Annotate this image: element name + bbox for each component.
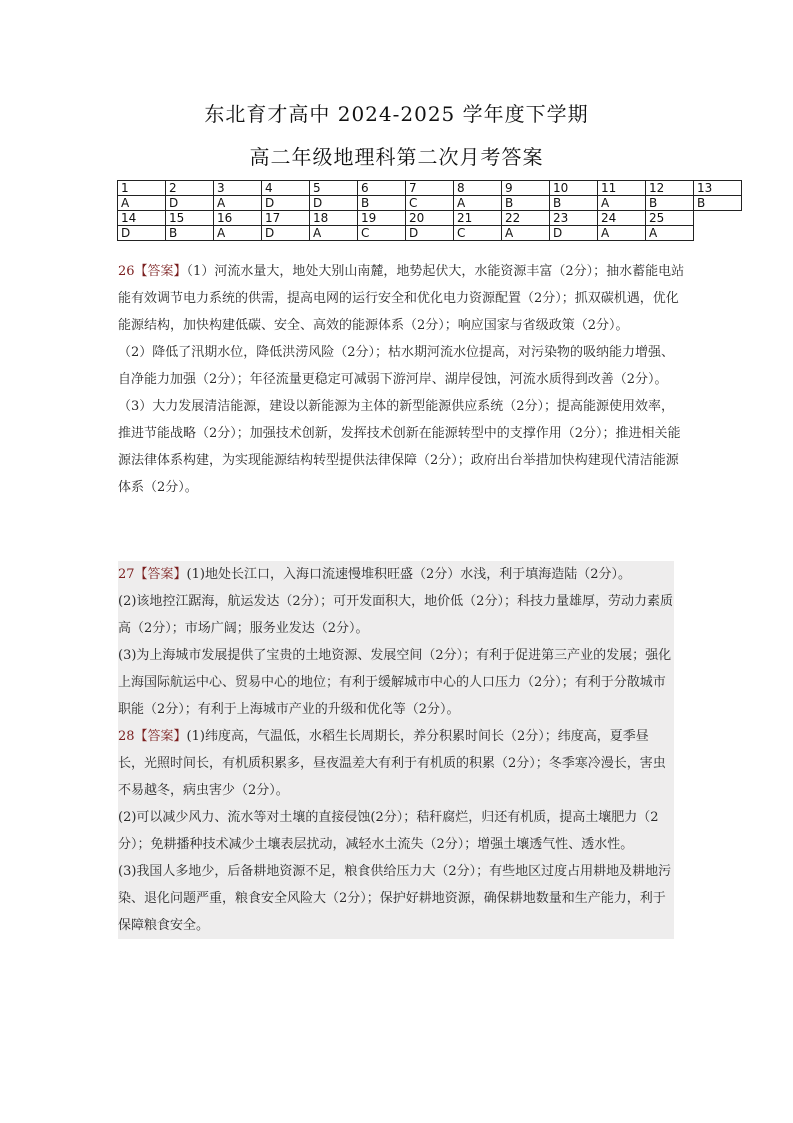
answer-26-part-1-text: （1）河流水量大，地处大别山南麓，地势起伏大，水能资源丰富（2分）；抽水蓄能电站能有效调节电力系统的供需，提高电网的运行安全和优化电力资源配置（2分）；抓双碳机遇，优化能源结构，加快构建低碳、安全、高效的能源体系（2分）；响应国家与省级政策（2分）。 xyxy=(118,264,685,333)
table-cell: A xyxy=(646,226,694,241)
table-cell: 7 xyxy=(406,181,454,196)
answer-27-part-2: (2)该地控江踞海，航运发达（2分）；可开发面积大，地价低（2分）；科技力量雄厚，劳动力素质高（2分）；市场广阔；服务业发达（2分）。 xyxy=(118,594,673,636)
answer-28-heading: 28【答案】 xyxy=(118,729,187,744)
title-line-2: 高二年级地理科第二次月考答案 xyxy=(249,145,544,169)
table-cell: A xyxy=(454,196,502,211)
table-cell: D xyxy=(166,196,214,211)
table-cell-empty xyxy=(694,211,742,226)
answer-26-part-2: （2）降低了汛期水位，降低洪涝风险（2分）；枯水期河流水位提高，对污染物的吸纳能力增强、自净能力加强（2分）；年径流量更稳定可减弱下游河岸、湖岸侵蚀，河流水质得到改善（2分）。 xyxy=(118,345,675,387)
table-cell: C xyxy=(358,226,406,241)
table-cell: 11 xyxy=(598,181,646,196)
table-cell: B xyxy=(694,196,742,211)
table-cell: B xyxy=(358,196,406,211)
table-cell: A xyxy=(214,226,262,241)
table-cell: 1 xyxy=(118,181,166,196)
table-cell: 2 xyxy=(166,181,214,196)
table-cell: 4 xyxy=(262,181,310,196)
table-cell: 12 xyxy=(646,181,694,196)
answer-27-part-1 xyxy=(118,561,674,588)
table-cell: 13 xyxy=(694,181,742,196)
answer-27-part-1-text: (1)地处长江口，入海口流速慢堆积旺盛（2分）水浅，利于填海造陆（2分）。 xyxy=(186,567,632,582)
table-cell: 18 xyxy=(310,211,358,226)
answer-28-part-2: (2)可以减少风力、流水等对土壤的直接侵蚀(2分）；秸秆腐烂，归还有机质，提高土壤肥力（2分）；免耕播种技术减少土壤表层扰动，减轻水土流失（2分）；增强土壤透气性、透水性。 xyxy=(118,810,659,852)
table-cell: 24 xyxy=(598,211,646,226)
table-cell: 3 xyxy=(214,181,262,196)
table-cell: C xyxy=(454,226,502,241)
table-cell: 22 xyxy=(502,211,550,226)
table-cell: 19 xyxy=(358,211,406,226)
table-cell: 16 xyxy=(214,211,262,226)
answer-27-28-block xyxy=(118,561,674,939)
table-cell: 25 xyxy=(646,211,694,226)
title-line-1: 东北育才高中 2024-2025 学年度下学期 xyxy=(204,102,589,126)
table-cell: A xyxy=(598,196,646,211)
answer-table xyxy=(117,180,742,241)
table-cell: B xyxy=(646,196,694,211)
table-cell: D xyxy=(262,196,310,211)
table-cell: B xyxy=(166,226,214,241)
table-row-answers-1 xyxy=(118,196,742,211)
table-cell: D xyxy=(262,226,310,241)
table-cell: 6 xyxy=(358,181,406,196)
table-cell: B xyxy=(550,196,598,211)
table-cell: A xyxy=(502,226,550,241)
table-cell: D xyxy=(118,226,166,241)
answer-26-part-1 xyxy=(118,258,686,339)
answer-26-part-3: （3）大力发展清洁能源，建设以新能源为主体的新型能源供应系统（2分）；提高能源使用效率，推进节能战略（2分）；加强技术创新，发挥技术创新在能源转型中的支撑作用（2分）；推进相关能源法律体系构建，为实现能源结构转型提供法律保障（2分）；政府出台举措加快构建现代清洁能源体系（2分）。 xyxy=(118,399,681,495)
table-cell: 21 xyxy=(454,211,502,226)
table-cell: D xyxy=(310,196,358,211)
table-cell: 9 xyxy=(502,181,550,196)
answer-28-part-1-text: (1)纬度高，气温低，水稻生长周期长，养分积累时间长（2分）；纬度高，夏季昼长，光照时间长，有机质积累多，昼夜温差大有利于有机质的积累（2分）；冬季寒冷漫长，害虫不易越冬，病虫害少（2分）。 xyxy=(118,729,666,798)
table-cell: D xyxy=(550,226,598,241)
table-cell: D xyxy=(406,226,454,241)
table-cell: 17 xyxy=(262,211,310,226)
answer-26-heading: 26【答案】 xyxy=(118,264,187,279)
table-cell: 23 xyxy=(550,211,598,226)
table-row-numbers-1 xyxy=(118,181,742,196)
table-cell: 8 xyxy=(454,181,502,196)
table-cell-empty xyxy=(694,226,742,241)
table-cell: 20 xyxy=(406,211,454,226)
answer-28-part-1 xyxy=(118,723,674,804)
table-cell: A xyxy=(118,196,166,211)
answer-27-part-3: (3)为上海城市发展提供了宝贵的土地资源、发展空间（2分）；有利于促进第三产业的发展；强化上海国际航运中心、贸易中心的地位；有利于缓解城市中心的人口压力（2分）；有利于分散城市职能（2分）；有利于上海城市产业的升级和优化等（2分）。 xyxy=(118,648,672,717)
table-cell: B xyxy=(502,196,550,211)
table-cell: 10 xyxy=(550,181,598,196)
answer-27-heading: 27【答案】 xyxy=(118,567,187,582)
table-cell: A xyxy=(598,226,646,241)
table-cell: 5 xyxy=(310,181,358,196)
table-cell: C xyxy=(406,196,454,211)
table-cell: A xyxy=(310,226,358,241)
answer-28-part-3: (3)我国人多地少，后备耕地资源不足，粮食供给压力大（2分）；有些地区过度占用耕地及耕地污染、退化问题严重，粮食安全风险大（2分）；保护好耕地资源，确保耕地数量和生产能力，利于保障粮食安全。 xyxy=(118,864,672,933)
table-row-answers-2 xyxy=(118,226,742,241)
answer-26-block xyxy=(118,258,686,501)
table-row-numbers-2 xyxy=(118,211,742,226)
table-cell: 14 xyxy=(118,211,166,226)
table-cell: A xyxy=(214,196,262,211)
table-cell: 15 xyxy=(166,211,214,226)
